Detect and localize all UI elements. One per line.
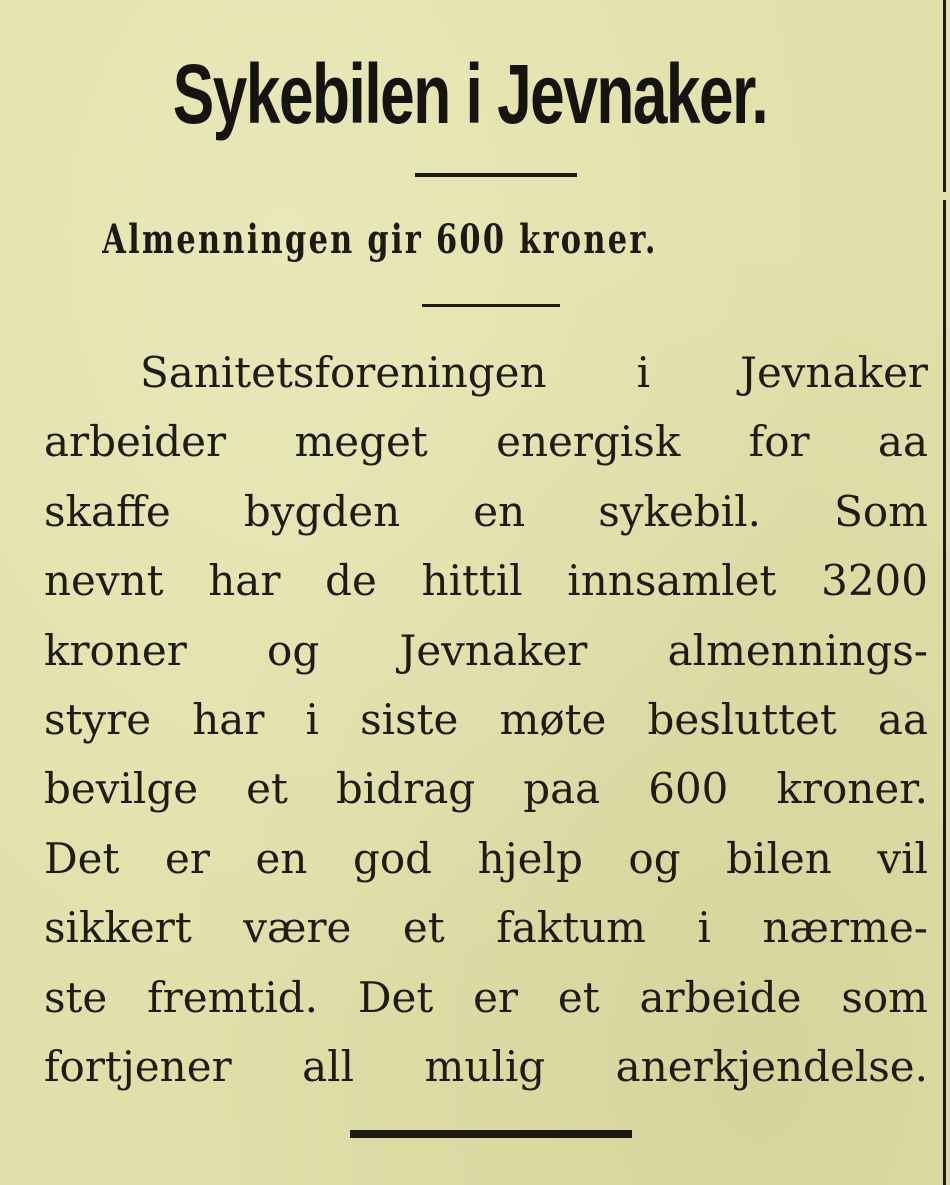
column-divider-rule (943, 0, 946, 192)
body-line: sikkert være et faktum i nærme- (44, 903, 928, 953)
body-line: nevnt har de hittil innsamlet 3200 (44, 556, 928, 606)
body-line: Sanitetsforeningen i Jevnaker (140, 348, 928, 397)
subheadline-separator-rule (422, 304, 560, 307)
body-line: arbeider meget energisk for aa (44, 417, 928, 467)
end-of-article-rule (350, 1130, 632, 1138)
article-body (44, 338, 928, 1101)
headline: Sykebilen i Jevnaker. (172, 47, 768, 141)
headline-separator-rule (415, 173, 577, 177)
body-line: Det er en god hjelp og bilen vil (44, 833, 928, 883)
body-line: bevilge et bidrag paa 600 kroner. (44, 764, 928, 814)
body-line: ste fremtid. Det er et arbeide som (44, 972, 928, 1022)
body-line: skaffe bygden en sykebil. Som (44, 486, 928, 536)
body-line: kroner og Jevnaker almennings- (44, 625, 928, 675)
subheadline: Almenningen gir 600 kroner. (102, 216, 658, 263)
body-line: fortjener all mulig anerkjendelse. (44, 1041, 928, 1091)
body-line: styre har i siste møte besluttet aa (44, 694, 928, 744)
column-divider-rule (943, 200, 946, 1185)
